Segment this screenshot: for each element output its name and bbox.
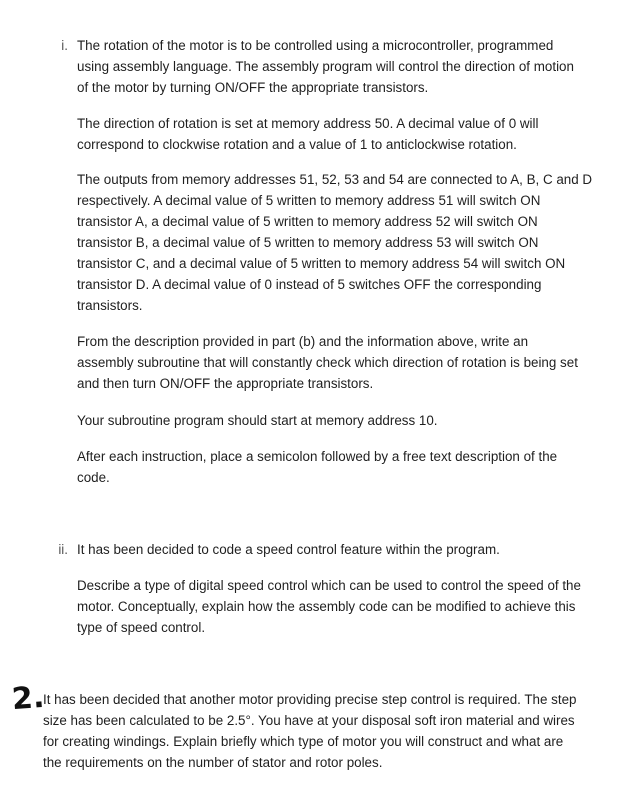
part-ii-marker: ii. xyxy=(58,542,68,557)
part-i-paragraph-4: From the description provided in part (b) and the information above, write an assembly subroutine that will constantly check which direction of rotation is being set and then turn ON/OFF the appropriate transistors. xyxy=(77,334,578,391)
part-i-paragraph-2: The direction of rotation is set at memory address 50. A decimal value of 0 will correspond to clockwise rotation and a value of 1 to anticlockwise rotation. xyxy=(77,116,539,152)
part-i-paragraph-6: After each instruction, place a semicolon followed by a free text description of the code. xyxy=(77,449,558,485)
part-i-paragraph-5: Your subroutine program should start at memory address 10. xyxy=(77,413,438,428)
question-2-handwritten-number: 2. xyxy=(10,679,46,718)
part-ii-paragraph-1: It has been decided to code a speed control feature within the program. xyxy=(77,542,500,557)
part-i-paragraph-3: The outputs from memory addresses 51, 52, 53 and 54 are connected to A, B, C and D respectively. A decimal value of 5 written to memory address 51 will switch ON transistor A, a decimal value of 5 written to memory address 52 will switch ON transistor B, a decimal value of 5 written to memory address 53 will switch ON transistor C, and a decimal value of 5 written to memory address 54 will switch ON transistor D. A decimal value of 0 instead of 5 switches OFF the corresponding transistors. xyxy=(77,172,593,313)
part-i-marker: i. xyxy=(61,38,68,53)
question-2-text: It has been decided that another motor providing precise step control is required. The step size has been calculated to be 2.5°. You have at your disposal soft iron material and wires for creating windings. Explain briefly which type of motor you will construct and what are the requirements on the number of stator and rotor poles. xyxy=(43,692,577,770)
part-i-paragraph-1: The rotation of the motor is to be controlled using a microcontroller, programmed using assembly language. The assembly program will control the direction of motion of the motor by turning ON/OFF the appropriate transistors. xyxy=(77,38,574,95)
part-ii-paragraph-2: Describe a type of digital speed control which can be used to control the speed of the motor. Conceptually, explain how the assembly code can be modified to achieve this type of speed control. xyxy=(77,578,581,635)
